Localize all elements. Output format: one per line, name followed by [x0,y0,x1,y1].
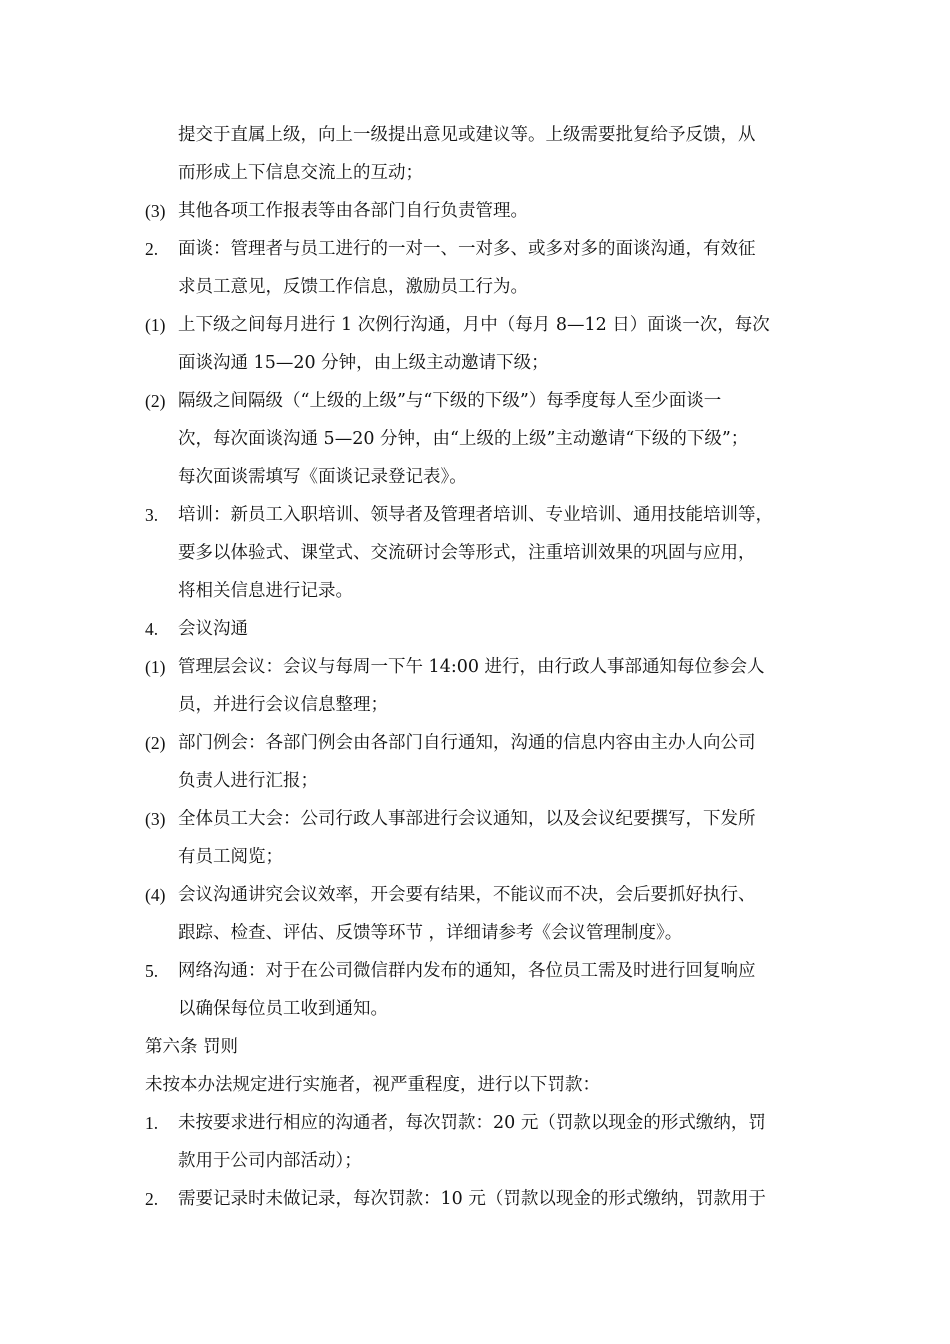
text-line: 网络沟通：对于在公司微信群内发布的通知，各位员工需及时进行回复响应 [178,961,756,981]
text-line: 面谈沟通 15—20 分钟，由上级主动邀请下级； [178,353,549,373]
list-marker: (4) [145,885,166,905]
text-line: 要多以体验式、课堂式、交流研讨会等形式，注重培训效果的巩固与应用， [178,543,756,563]
text-line: 会议沟通 [178,619,248,639]
text-line: 会议沟通讲究会议效率，开会要有结果，不能议而不决，会后要抓好执行、 [178,885,756,905]
text-line: 其他各项工作报表等由各部门自行负责管理。 [178,201,528,221]
text-line: 提交于直属上级，向上一级提出意见或建议等。上级需要批复给予反馈，从 [178,125,756,145]
list-marker: 2. [145,239,159,259]
text-line: 培训：新员工入职培训、领导者及管理者培训、专业培训、通用技能培训等， [178,505,773,525]
list-marker: (1) [145,657,166,677]
list-marker: 2. [145,1189,159,1209]
list-marker: (3) [145,201,166,221]
text-line: 每次面谈需填写《面谈记录登记表》。 [178,467,467,487]
text-line: 部门例会：各部门例会由各部门自行通知，沟通的信息内容由主办人向公司 [178,733,756,753]
text-line: 跟踪、检查、评估、反馈等环节 ，详细请参考《会议管理制度》。 [178,923,683,943]
text-line: 管理层会议：会议与每周一下午 14:00 进行，由行政人事部通知每位参会人 [178,657,765,677]
list-marker: 1. [145,1113,159,1133]
text-line: 次，每次面谈沟通 5—20 分钟，由“上级的上级”主动邀请“下级的下级”； [178,429,749,449]
text-line: 未按本办法规定进行实施者，视严重程度，进行以下罚款： [145,1075,600,1095]
text-line: 员，并进行会议信息整理； [178,695,388,715]
text-line: 款用于公司内部活动）； [178,1151,362,1171]
text-line: 需要记录时未做记录，每次罚款：10 元（罚款以现金的形式缴纳，罚款用于 [178,1189,766,1209]
list-marker: (2) [145,733,166,753]
text-line: 而形成上下信息交流上的互动； [178,163,423,183]
text-line: 负责人进行汇报； [178,771,318,791]
text-line: 全体员工大会：公司行政人事部进行会议通知，以及会议纪要撰写，下发所 [178,809,756,829]
list-marker: (3) [145,809,166,829]
list-marker: (2) [145,391,166,411]
text-line: 隔级之间隔级（“上级的上级”与“下级的下级”）每季度每人至少面谈一 [178,391,722,411]
text-line: 上下级之间每月进行 1 次例行沟通，月中（每月 8—12 日）面谈一次，每次 [178,315,770,335]
text-line: 以确保每位员工收到通知。 [178,999,388,1019]
list-marker: 5. [145,961,159,981]
section-heading: 第六条 罚则 [145,1037,239,1057]
text-line: 面谈：管理者与员工进行的一对一、一对多、或多对多的面谈沟通，有效征 [178,239,756,259]
text-line: 有员工阅览； [178,847,283,867]
text-line: 未按要求进行相应的沟通者，每次罚款：20 元（罚款以现金的形式缴纳，罚 [178,1113,766,1133]
list-marker: 4. [145,619,159,639]
list-marker: 3. [145,505,159,525]
list-marker: (1) [145,315,166,335]
text-line: 将相关信息进行记录。 [178,581,353,601]
text-line: 求员工意见，反馈工作信息，激励员工行为。 [178,277,528,297]
